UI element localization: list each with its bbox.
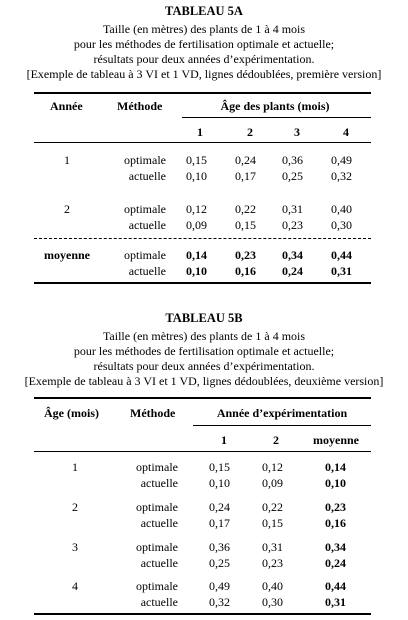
- table-a-cell: 0,36: [282, 153, 303, 167]
- table-a-cell: 0,14: [186, 248, 207, 262]
- table-b-header-rule: [34, 451, 371, 452]
- table-b-year-header: 1: [221, 433, 227, 447]
- table-b-caption-line: [Exemple de tableau à 3 VI et 1 VD, lignes dédoublées, deuxième version]: [24, 374, 384, 388]
- table-b-cell: 0,44: [325, 579, 346, 593]
- table-a-method: optimale: [124, 248, 166, 262]
- table-b-cell: 0,30: [262, 595, 283, 609]
- table-b-cell: 0,24: [209, 500, 230, 514]
- table-a-cell: 0,23: [282, 218, 303, 232]
- table-b-cell: 0,09: [262, 476, 283, 490]
- table-a-cell: 0,09: [186, 218, 207, 232]
- table-a-bottom-rule: [34, 282, 371, 284]
- table-a-cell: 0,25: [282, 169, 303, 183]
- table-b-cell: 0,23: [262, 556, 283, 570]
- table-b-caption-line: résultats pour deux années d’expérimentation.: [93, 359, 315, 373]
- table-a-method: actuelle: [128, 218, 166, 232]
- table-b-header-age: Âge (mois): [44, 406, 99, 420]
- table-a-year-label: 1: [64, 153, 70, 167]
- table-a-method: optimale: [124, 202, 166, 216]
- table-b-method: actuelle: [140, 476, 178, 490]
- table-a-cell: 0,49: [331, 153, 352, 167]
- table-b-year-header: moyenne: [313, 433, 359, 447]
- table-a-cell: 0,30: [331, 218, 352, 232]
- table-b-cell: 0,22: [262, 500, 283, 514]
- table-a-cell: 0,32: [331, 169, 352, 183]
- table-b-age-label: 4: [72, 579, 78, 593]
- table-a-year-label: 2: [64, 202, 70, 216]
- table-a-month-header: 2: [247, 125, 253, 139]
- table-a-year-label: moyenne: [44, 248, 90, 262]
- table-a-header-method: Méthode: [117, 99, 163, 113]
- table-a-cell: 0,10: [186, 169, 207, 183]
- table-a-top-rule: [34, 92, 371, 94]
- table-b-method: actuelle: [140, 595, 178, 609]
- table-b-caption-line: Taille (en mètres) des plants de 1 à 4 mois: [102, 329, 306, 343]
- table-a-header-age: Âge des plants (mois): [220, 99, 330, 113]
- table-b-header-years: Année d’expérimentation: [216, 406, 348, 420]
- table-a-cell: 0,17: [235, 169, 256, 183]
- table-a-cell: 0,24: [282, 264, 303, 278]
- table-b-year-header: 2: [273, 433, 279, 447]
- table-a-caption-line: résultats pour deux années d’expérimentation.: [93, 52, 315, 66]
- table-a-cell: 0,15: [186, 153, 207, 167]
- table-a-cell: 0,31: [282, 202, 303, 216]
- table-b-cell: 0,10: [209, 476, 230, 490]
- table-a-cell: 0,31: [331, 264, 352, 278]
- table-a-cell: 0,10: [186, 264, 207, 278]
- table-a-title: TABLEAU 5A: [165, 4, 243, 18]
- table-a-dashed-rule: [34, 238, 371, 239]
- table-a-cell: 0,12: [186, 202, 207, 216]
- table-b-method: actuelle: [140, 516, 178, 530]
- table-a-month-header: 1: [197, 125, 203, 139]
- table-a-method: actuelle: [128, 169, 166, 183]
- table-b-cell: 0,15: [209, 460, 230, 474]
- table-b-cell: 0,31: [262, 540, 283, 554]
- table-b-cell: 0,24: [325, 556, 346, 570]
- table-b-cell: 0,17: [209, 516, 230, 530]
- table-a-cell: 0,34: [282, 248, 303, 262]
- table-b-sub-rule: [193, 425, 371, 426]
- table-b-cell: 0,49: [209, 579, 230, 593]
- table-a-cell: 0,44: [331, 248, 352, 262]
- table-a-header-rule: [34, 142, 371, 143]
- table-b-cell: 0,10: [325, 476, 346, 490]
- table-b-method: actuelle: [140, 556, 178, 570]
- table-b-age-label: 2: [72, 500, 78, 514]
- table-b-cell: 0,16: [325, 516, 346, 530]
- table-b-cell: 0,12: [262, 460, 283, 474]
- table-b-caption-line: pour les méthodes de fertilisation optimale et actuelle;: [73, 344, 335, 358]
- table-a-month-header: 3: [294, 125, 300, 139]
- table-a-cell: 0,23: [235, 248, 256, 262]
- table-b-top-rule: [34, 397, 371, 399]
- table-b-cell: 0,40: [262, 579, 283, 593]
- table-b-method: optimale: [136, 500, 178, 514]
- table-b-bottom-rule: [34, 613, 371, 615]
- table-b-method: optimale: [136, 460, 178, 474]
- table-b-age-label: 3: [72, 540, 78, 554]
- table-b-cell: 0,36: [209, 540, 230, 554]
- table-a-cell: 0,22: [235, 202, 256, 216]
- table-a-method: optimale: [124, 153, 166, 167]
- table-a-caption-line: pour les méthodes de fertilisation optimale et actuelle;: [73, 37, 335, 51]
- table-b-cell: 0,25: [209, 556, 230, 570]
- table-b-cell: 0,15: [262, 516, 283, 530]
- table-b-cell: 0,31: [325, 595, 346, 609]
- table-b-cell: 0,14: [325, 460, 346, 474]
- table-b-age-label: 1: [72, 460, 78, 474]
- table-b-cell: 0,23: [325, 500, 346, 514]
- table-a-caption-line: Taille (en mètres) des plants de 1 à 4 mois: [102, 22, 306, 36]
- table-b-title: TABLEAU 5B: [165, 311, 243, 325]
- table-a-cell: 0,16: [235, 264, 256, 278]
- table-b-cell: 0,32: [209, 595, 230, 609]
- table-b-method: optimale: [136, 540, 178, 554]
- table-b-header-method: Méthode: [130, 406, 176, 420]
- table-a-cell: 0,24: [235, 153, 256, 167]
- table-a-month-header: 4: [343, 125, 349, 139]
- table-a-cell: 0,40: [331, 202, 352, 216]
- table-b-cell: 0,34: [325, 540, 346, 554]
- table-a-sub-rule: [182, 117, 371, 118]
- table-a-cell: 0,15: [235, 218, 256, 232]
- table-a-header-year: Année: [50, 99, 83, 113]
- table-a-caption-line: [Exemple de tableau à 3 VI et 1 VD, lignes dédoublées, première version]: [26, 67, 382, 81]
- table-a-method: actuelle: [128, 264, 166, 278]
- table-b-method: optimale: [136, 579, 178, 593]
